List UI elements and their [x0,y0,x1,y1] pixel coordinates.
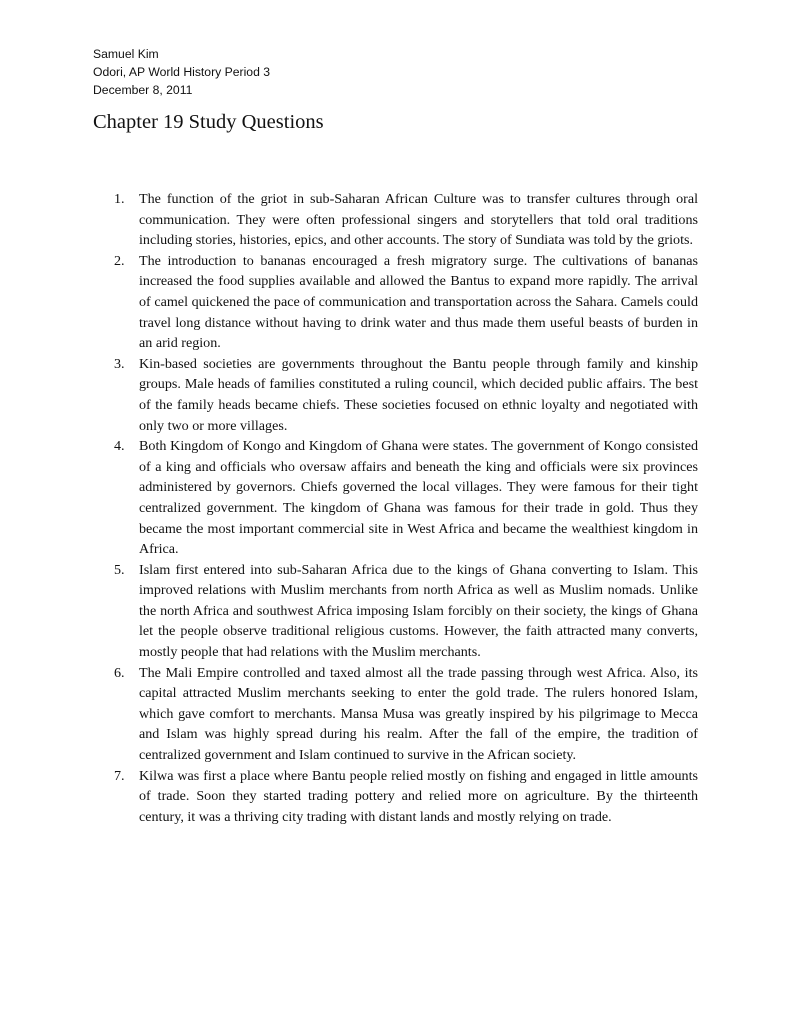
answer-text: Both Kingdom of Kongo and Kingdom of Ghana were states. The government of Kongo consisted of a king and officials who oversaw affairs and beneath the king and officials were six provinces administered by governors. Chiefs governed the local villages. They were famous for their tight centralized government. The kingdom of Ghana was famous for their trade in gold. Thus they became the most important commercial site in West Africa and became the wealthiest kingdom in Africa. [139,438,698,558]
answer-number: 4. [114,438,125,455]
answer-item [114,560,698,663]
answer-item [114,354,698,436]
answer-number: 3. [114,355,125,372]
answer-text: Kin-based societies are governments throughout the Bantu people through family and kinship groups. Male heads of families constituted a ruling council, which decided public affairs. The best of the family heads became chiefs. These societies focused on ethnic loyalty and negotiated with only two or more villages. [139,355,698,434]
page-title: Chapter 19 Study Questions [93,111,324,133]
answer-number: 6. [114,664,125,681]
answer-item [114,766,698,828]
answer-text: The function of the griot in sub-Saharan African Culture was to transfer cultures through oral communication. They were often professional singers and storytellers that told oral traditions including stories, histories, epics, and other accounts. The story of Sundiata was told by the griots. [139,191,698,249]
answer-list [114,189,698,827]
answer-item [114,251,698,354]
answer-number: 7. [114,767,125,784]
author-name: Samuel Kim [93,47,159,61]
answer-number: 5. [114,561,125,578]
answer-item [114,189,698,251]
answer-text: Kilwa was first a place where Bantu people relied mostly on fishing and engaged in little amounts of trade. Soon they started trading pottery and relied more on agriculture. By the thirteenth century, it was a thriving city trading with distant lands and mostly relying on trade. [139,767,698,825]
answer-number: 2. [114,252,125,269]
answer-item [114,663,698,766]
answer-text: The Mali Empire controlled and taxed almost all the trade passing through west Africa. Also, its capital attracted Muslim merchants seeking to enter the gold trade. The rulers honored Islam, which gave comfort to merchants. Mansa Musa was greatly inspired by his pilgrimage to Mecca and Islam was highly spread during his realm. After the fall of the empire, the tradition of centralized government and Islam continued to survive in the African society. [139,664,698,764]
answer-text: Islam first entered into sub-Saharan Africa due to the kings of Ghana converting to Islam. This improved relations with Muslim merchants from north Africa as well as Muslim nomads. Unlike the north Africa and southwest Africa imposing Islam forcibly on their society, the kings of Ghana let the people observe traditional religious customs. However, the faith attracted many converts, mostly people that had relations with the Muslim merchants. [139,561,698,661]
answer-text: The introduction to bananas encouraged a fresh migratory surge. The cultivations of bananas increased the food supplies available and allowed the Bantus to expand more rapidly. The arrival of camel quickened the pace of communication and transportation across the Sahara. Camels could travel long distance without having to drink water and thus made them useful beasts of burden in an arid region. [139,252,698,352]
document-header [93,45,270,99]
answer-number: 1. [114,191,125,207]
class-info: Odori, AP World History Period 3 [93,65,271,79]
document-date: December 8, 2011 [93,83,193,97]
answer-item [114,436,698,560]
